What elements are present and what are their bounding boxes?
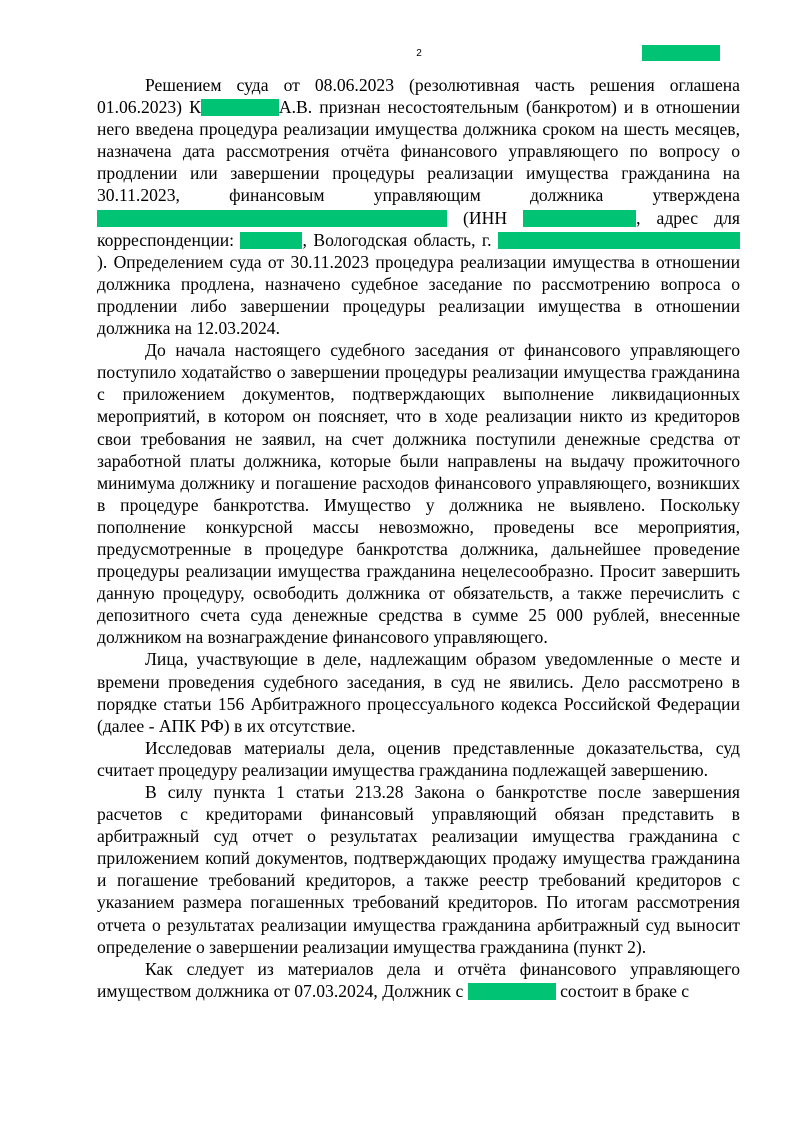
- document-body: [97, 74, 740, 1002]
- redaction-block: [468, 983, 556, 1000]
- redaction-block: [240, 232, 302, 249]
- paragraph-text: Решением суда от 08.06.2023 (резолютивная часть решения оглашена 01.06.2023) К: [97, 75, 740, 118]
- paragraph-text: (ИНН: [447, 207, 524, 228]
- redaction-block: [523, 210, 636, 227]
- redaction-mark: [642, 45, 720, 61]
- paragraph-text: До начала настоящего судебного заседания от финансового управляющего поступило ходатайство о завершении процедуры реализации имущества гражданина с приложением документов, подтверждающих выполнение ликвидационных мероприятий, в котором он поясняет, что в ходе реализации никто из кредиторов свои требования не заявил, на счет должника поступили денежные средства от заработной платы должника, которые были направлены на выдачу прожиточного минимума должнику и погашение расходов финансового управляющего, возникших в процедуре банкротства. Имущество у должника не выявлено. Поскольку пополнение конкурсной массы невозможно, проведены все мероприятия, предусмотренные в процедуре банкротства должника, дальнейшее проведение процедуры реализации имущества гражданина нецелесообразно. Просит завершить данную процедуру, освободить должника от обязательств, а также перечислить с депозитного счета суда денежные средства в сумме 25 000 рублей, внесенные должником на вознаграждение финансового управляющего.: [97, 340, 740, 648]
- paragraph: [97, 339, 740, 648]
- paragraph: [97, 74, 740, 339]
- paragraph: [97, 737, 740, 781]
- paragraph-text: , адрес для корреспонденции:: [97, 207, 740, 250]
- paragraph-text: Исследовав материалы дела, оценив представленные доказательства, суд считает процедуру реализации имущества гражданина подлежащей завершению.: [97, 737, 740, 780]
- redaction-block: [201, 99, 279, 116]
- redaction-block: [97, 210, 447, 227]
- redaction-block: [498, 232, 740, 249]
- paragraph-text: В силу пункта 1 статьи 213.28 Закона о банкротстве после завершения расчетов с кредиторами финансовый управляющий обязан представить в арбитражный суд отчет о результатах реализации имущества гражданина с приложением копий документов, подтверждающих продажу имущества гражданина и погашение требований кредиторов, а также реестр требований кредиторов с указанием размера погашенных требований кредиторов. По итогам рассмотрения отчета о результатах реализации имущества гражданина арбитражный суд выносит определение о завершении реализации имущества гражданина (пункт 2).: [97, 782, 740, 957]
- paragraph-text: состоит в браке с: [555, 980, 690, 1001]
- paragraph-text: , Вологодская область, г.: [302, 229, 498, 250]
- paragraph-text: ). Определением суда от 30.11.2023 процедура реализации имущества в отношении должника продлена, назначено судебное заседание по рассмотрению вопроса о продлении либо завершении процедуры реализации имущества в отношении должника на 12.03.2024.: [97, 251, 740, 339]
- paragraph: [97, 648, 740, 736]
- paragraph-text: Лица, участвующие в деле, надлежащим образом уведомленные о месте и времени проведения судебного заседания, в суд не явились. Дело рассмотрено в порядке статьи 156 Арбитражного процессуального кодекса Российской Федерации (далее - АПК РФ) в их отсутствие.: [97, 649, 740, 736]
- paragraph-text: А.В. признан несостоятельным (банкротом) и в отношении него введена процедура реализации имущества должника сроком на шесть месяцев, назначена дата рассмотрения отчёта финансового управляющего по вопросу о продлении или завершении процедуры реализации имущества гражданина на 30.11.2023, финансовым управляющим должника утверждена: [97, 97, 740, 206]
- paragraph-text: Как следует из материалов дела и отчёта финансового управляющего имуществом должника от 07.03.2024, Должник с: [97, 958, 740, 1001]
- paragraph: [97, 958, 740, 1002]
- page-number: 2: [416, 48, 422, 59]
- paragraph: [97, 781, 740, 958]
